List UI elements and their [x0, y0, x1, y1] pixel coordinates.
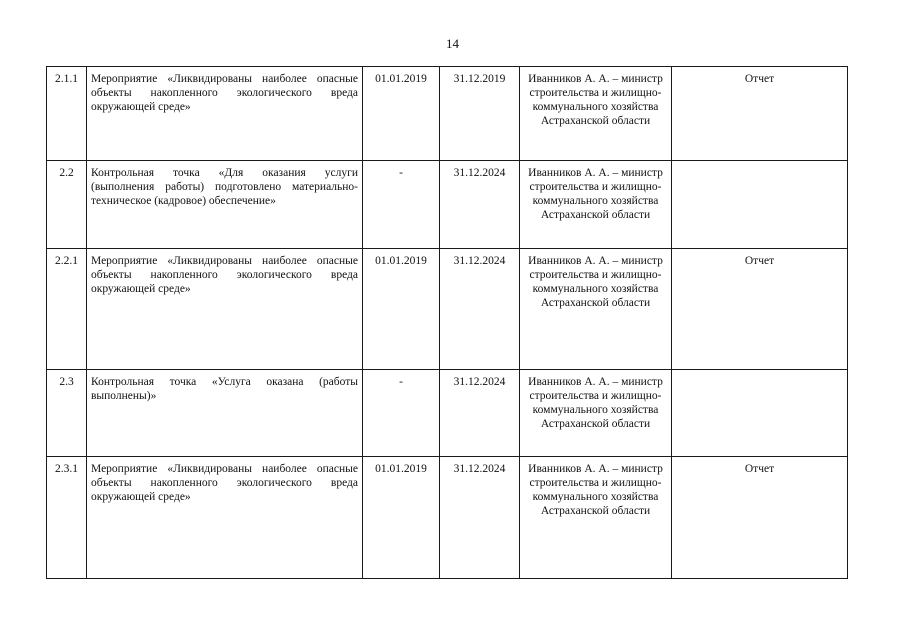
row-document-cell	[672, 161, 848, 249]
table-row	[47, 457, 848, 579]
row-end-date-cell: 31.12.2024	[440, 249, 520, 370]
row-number-cell: 2.2	[47, 161, 87, 249]
row-number-cell: 2.3.1	[47, 457, 87, 579]
row-start-date-cell: -	[363, 161, 440, 249]
row-start-date-cell: 01.01.2019	[363, 457, 440, 579]
row-end-date-cell: 31.12.2024	[440, 370, 520, 457]
row-responsible-cell: Иванников А. А. – министр строительства и жилищно-коммунального хозяйства Астраханской области	[520, 161, 672, 249]
row-number-cell: 2.3	[47, 370, 87, 457]
project-plan-table	[46, 66, 848, 579]
row-start-date-cell: 01.01.2019	[363, 249, 440, 370]
page-number: 14	[446, 36, 459, 51]
row-number-cell: 2.2.1	[47, 249, 87, 370]
row-responsible-cell: Иванников А. А. – министр строительства и жилищно-коммунального хозяйства Астраханской области	[520, 249, 672, 370]
row-start-date-cell: 01.01.2019	[363, 67, 440, 161]
row-document-cell: Отчет	[672, 249, 848, 370]
row-number-cell: 2.1.1	[47, 67, 87, 161]
row-end-date-cell: 31.12.2024	[440, 457, 520, 579]
row-responsible-cell: Иванников А. А. – министр строительства и жилищно-коммунального хозяйства Астраханской области	[520, 457, 672, 579]
row-responsible-cell: Иванников А. А. – министр строительства и жилищно-коммунального хозяйства Астраханской области	[520, 67, 672, 161]
table-row	[47, 249, 848, 370]
row-title-cell: Мероприятие «Ликвидированы наиболее опасные объекты накопленного экологического вреда окружающей среде»	[87, 67, 363, 161]
table-row	[47, 370, 848, 457]
row-document-cell: Отчет	[672, 67, 848, 161]
row-title-cell: Мероприятие «Ликвидированы наиболее опасные объекты накопленного экологического вреда окружающей среде»	[87, 457, 363, 579]
row-end-date-cell: 31.12.2024	[440, 161, 520, 249]
row-title-cell: Контрольная точка «Услуга оказана (работы выполнены)»	[87, 370, 363, 457]
row-end-date-cell: 31.12.2019	[440, 67, 520, 161]
row-title-cell: Контрольная точка «Для оказания услуги (выполнения работы) подготовлено материально-техническое (кадровое) обеспечение»	[87, 161, 363, 249]
row-document-cell: Отчет	[672, 457, 848, 579]
row-responsible-cell: Иванников А. А. – министр строительства и жилищно-коммунального хозяйства Астраханской области	[520, 370, 672, 457]
table-row	[47, 67, 848, 161]
table-row	[47, 161, 848, 249]
row-document-cell	[672, 370, 848, 457]
row-title-cell: Мероприятие «Ликвидированы наиболее опасные объекты накопленного экологического вреда окружающей среде»	[87, 249, 363, 370]
row-start-date-cell: -	[363, 370, 440, 457]
